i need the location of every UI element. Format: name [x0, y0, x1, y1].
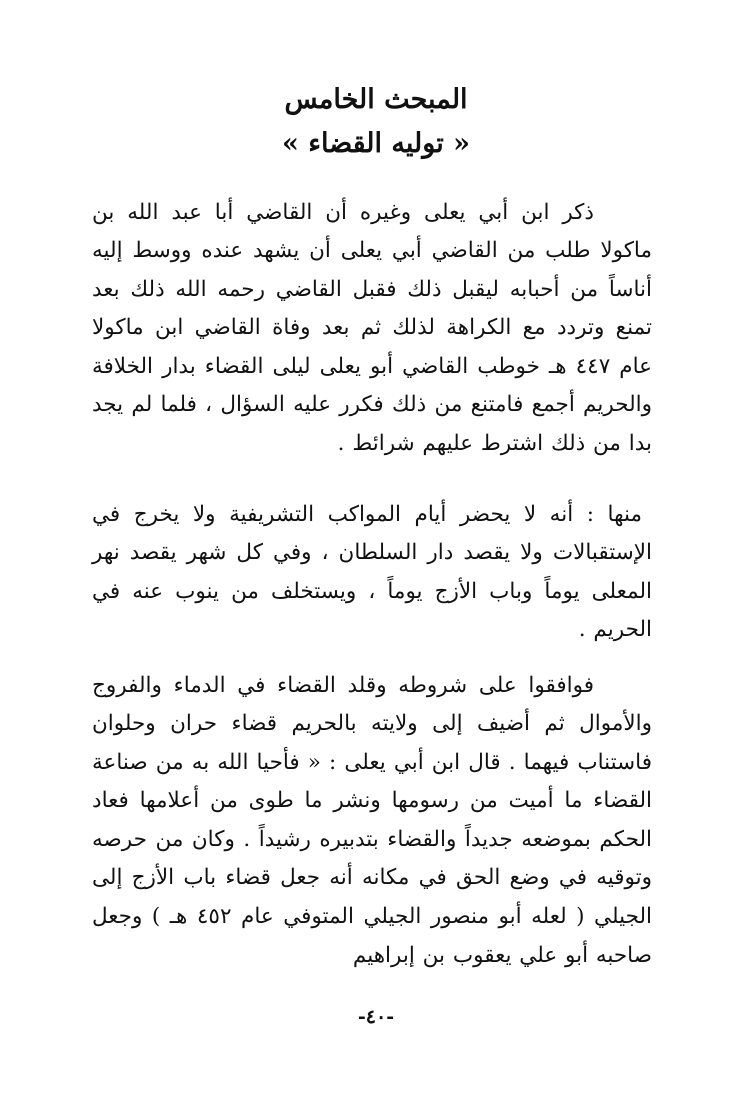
page-number: -٤٠- [357, 1006, 395, 1028]
chapter-subtitle: « توليه القضاء » [282, 128, 470, 159]
chapter-title: المبحث الخامس [284, 84, 468, 115]
paragraph-1: ذكر ابن أبي يعلى وغيره أن القاضي أبا عبد الله بن ماكولا طلب من القاضي أبي يعلى أن يشهد عنده ووسط إليه أناساً من أحبابه ليقبل ذلك فقبل القاضي رحمه الله ذلك بعد تمنع وتردد مع الكراهة لذلك ثم بعد وفاة القاضي ابن ماكولا عام ٤٤٧ هـ خوطب القاضي أبو يعلى ليلى القضاء بدار الخلافة والحريم أجمع فامتنع من ذلك فكرر عليه السؤال ، فلما لم يجد بدا من ذلك اشترط عليهم شرائط . [92, 199, 652, 457]
paragraph-3: فوافقوا على شروطه وقلد القضاء في الدماء والفروج والأموال ثم أضيف إلى ولايته بالحريم قضاء حران وحلوان فاستناب فيهما . قال ابن أبي يعلى : « فأحيا الله به من صناعة القضاء ما أميت من رسومها ونشر ما طوى من أعلامها فعاد الحكم بموضعه جديداً والقضاء بتدبيره رشيداً . وكان من حرصه وتوقيه في وضع الحق في مكانه أنه جعل قضاء باب الأزج إلى الجيلي ( لعله أبو منصور الجيلي المتوفي عام ٤٥٢ هـ ) وجعل صاحبه أبو علي يعقوب بن إبراهيم [92, 672, 652, 968]
paragraph-2: منها : أنه لا يحضر أيام المواكب التشريفية ولا يخرج في الإستقبالات ولا يقصد دار السلطان ، وفي كل شهر يقصد نهر المعلى يوماً وباب الأزج يوماً ، ويستخلف من ينوب عنه في الحريم . [92, 501, 652, 643]
